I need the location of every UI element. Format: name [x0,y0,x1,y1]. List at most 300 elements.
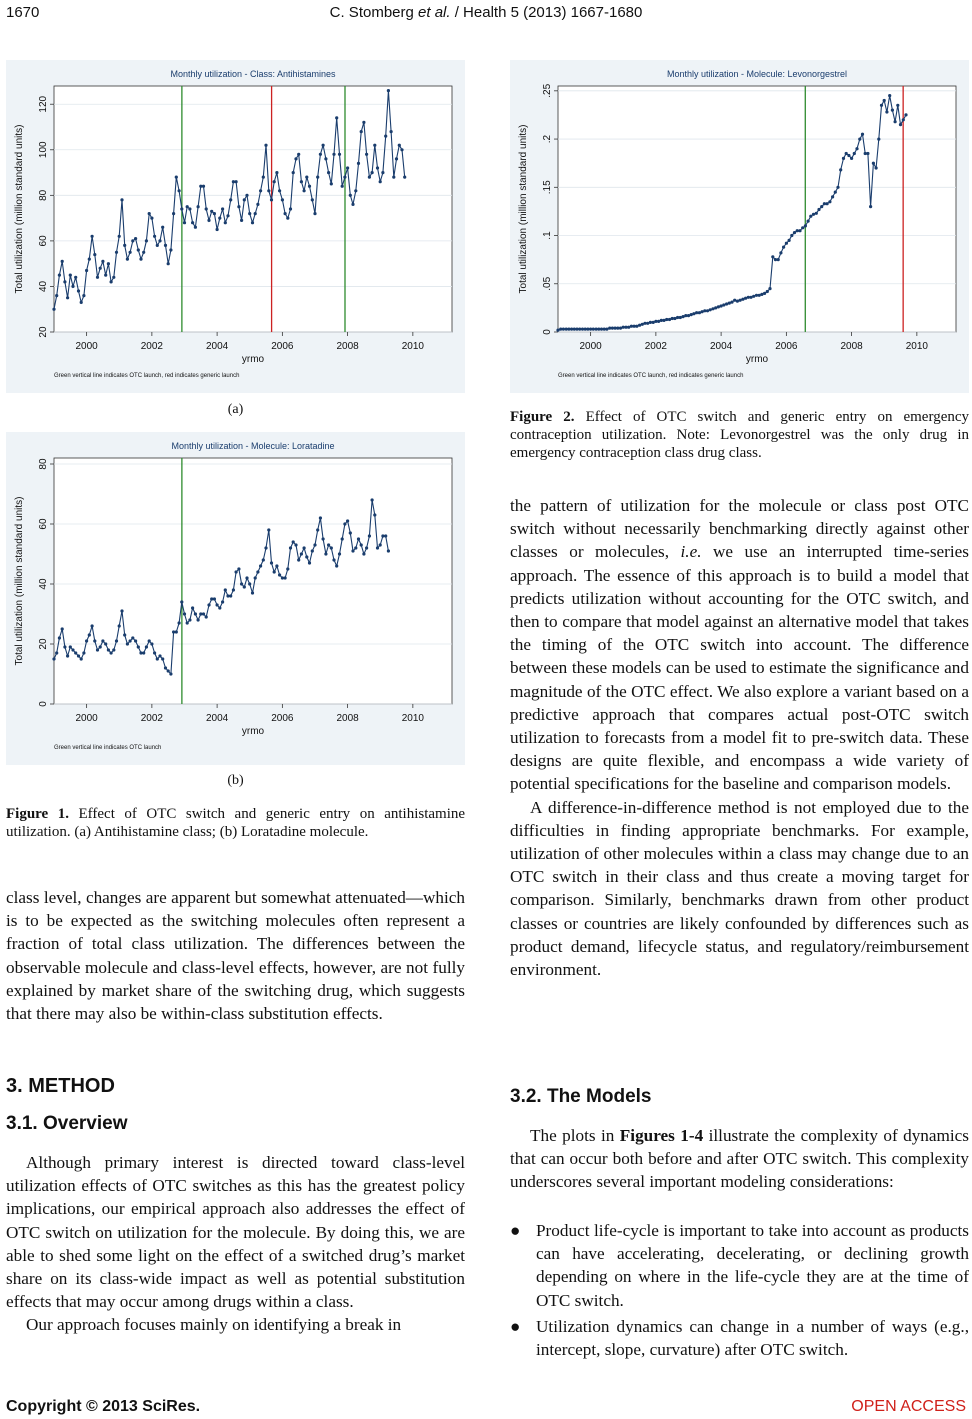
chart-note: Green vertical line indicates OTC launch, red indicates generic launch [54,373,240,379]
data-point [324,157,327,160]
data-point [118,624,121,627]
data-point [254,576,257,579]
data-point [332,153,335,156]
data-point [831,195,834,198]
figure-2-caption [510,408,969,462]
data-point [69,274,72,277]
figure-1b [6,432,465,765]
y-tick-label: 0 [38,701,49,707]
data-point [376,546,379,549]
data-point [126,642,129,645]
right-para-3 [510,1124,969,1194]
data-point [112,648,115,651]
data-point [153,235,156,238]
chart-fig2 [510,60,969,393]
data-point [93,253,96,256]
data-point [71,285,74,288]
data-point [237,205,240,208]
section-3-2-heading: 3.2. The Models [510,1086,652,1107]
data-point [178,189,181,192]
data-point [91,624,94,627]
x-tick-label: 2000 [75,341,98,352]
data-point [52,657,55,660]
data-point [875,166,878,169]
running-head-citation: / Health 5 (2013) 1667-1680 [454,4,643,21]
data-point [267,189,270,192]
data-point [351,549,354,552]
data-point [894,120,897,123]
data-point [815,212,818,215]
data-point [148,212,151,215]
data-point [278,189,281,192]
data-point [384,534,387,537]
right-para-1-a: the pattern of utilization for the molecule or class post OTC switch without necessarily benchmarking directly against other classes or molecules, [510,496,969,562]
data-point [270,198,273,201]
right-column-body [510,494,969,981]
data-point [120,198,123,201]
chart-title: Monthly utilization - Class: Antihistamines [170,69,336,79]
bullet-dot-icon: ● [510,1221,521,1240]
data-point [80,301,83,304]
data-point [842,157,845,160]
data-point [178,621,181,624]
x-tick-label: 2010 [401,341,424,352]
data-point [112,276,115,279]
data-point [224,588,227,591]
data-point [82,651,85,654]
y-tick-label: 40 [38,280,49,293]
data-point [376,166,379,169]
data-point [145,239,148,242]
data-point [771,255,774,258]
data-point [55,294,58,297]
data-point [264,546,267,549]
data-point [107,262,110,265]
data-point [115,639,118,642]
data-point [221,207,224,210]
data-point [885,110,888,113]
data-point [188,207,191,210]
data-point [289,546,292,549]
plot-area [54,458,452,704]
plot-area [54,86,452,332]
data-point [286,567,289,570]
data-point [292,540,295,543]
data-point [902,118,905,121]
data-point [300,180,303,183]
data-point [313,543,316,546]
chart-title: Monthly utilization - Molecule: Loratadine [171,441,335,451]
data-point [197,205,200,208]
figure-1a-label: (a) [227,402,244,417]
data-point [281,198,284,201]
data-point [695,311,698,314]
data-point [768,287,771,290]
left-column-para-1 [6,886,465,1025]
data-point [66,296,69,299]
data-point [839,168,842,171]
data-point [232,588,235,591]
data-point [679,316,682,319]
data-point [139,258,142,261]
data-point [877,138,880,141]
bullet-item-2 [510,1315,969,1363]
data-point [330,182,333,185]
figure-1b-label: (b) [227,773,244,788]
data-point [357,162,360,165]
data-point [289,207,292,210]
data-point [137,645,140,648]
data-point [134,639,137,642]
data-point [85,269,88,272]
x-tick-label: 2006 [271,341,294,352]
data-point [904,113,907,116]
data-point [186,205,189,208]
data-point [88,258,91,261]
data-point [866,152,869,155]
data-point [845,152,848,155]
y-tick-label: 60 [38,235,49,247]
data-point [240,582,243,585]
data-point [153,651,156,654]
bullet-item-1 [510,1219,969,1313]
data-point [297,153,300,156]
data-point [251,591,254,594]
data-point [52,308,55,311]
data-point [349,194,352,197]
data-point [202,185,205,188]
chart-fig1a [6,60,465,393]
data-point [77,654,80,657]
x-tick-label: 2008 [840,341,863,352]
data-point [400,148,403,151]
data-point [66,654,69,657]
y-tick-label: .25 [542,83,553,98]
data-point [251,221,254,224]
data-point [330,546,333,549]
x-tick-label: 2004 [205,713,229,724]
data-point [338,552,341,555]
data-point [807,220,810,223]
data-point [175,630,178,633]
data-point [104,274,107,277]
data-point [847,154,850,157]
data-point [338,153,341,156]
x-axis-label: yrmo [745,354,769,365]
data-point [766,290,769,293]
bullet-1-text: Product life-cycle is important to take into account as products can have accelerating, decelerating, or declining growth depending on where in the life-cycle they are at the time of OTC switch. [536,1221,969,1310]
data-point [341,537,344,540]
data-point [142,251,145,254]
data-point [346,166,349,169]
data-point [373,513,376,516]
right-para-3-a: The plots in [530,1126,620,1145]
data-point [379,543,382,546]
data-point [99,267,102,270]
section-3-1-heading: 3.1. Overview [6,1113,128,1134]
x-tick-label: 2006 [271,713,294,724]
data-point [752,295,755,298]
data-point [722,303,725,306]
data-point [322,537,325,540]
running-head-authors: C. Stomberg [329,4,414,21]
data-point [592,328,595,331]
data-point [888,94,891,97]
data-point [790,234,793,237]
data-point [164,244,167,247]
running-head-et-al: et al. [418,4,451,21]
data-point [221,600,224,603]
data-point [63,645,66,648]
data-point [150,642,153,645]
data-point [205,207,208,210]
y-tick-label: 0 [542,329,553,335]
right-column-para-3 [510,1124,969,1194]
data-point [245,194,248,197]
data-point [69,645,72,648]
y-tick-label: 120 [38,95,49,113]
data-point [142,651,145,654]
data-point [665,318,668,321]
x-tick-label: 2008 [336,341,359,352]
y-axis-label: Total utilization (million standard units) [518,124,529,294]
data-point [820,205,823,208]
data-point [202,612,205,615]
left-para-3-text: Our approach focuses mainly on identifying a break in [26,1315,402,1335]
data-point [739,299,742,302]
data-point [354,546,357,549]
figure-1-caption-text: Effect of OTC switch and generic entry on antihistamine utilization. (a) Antihistamine class; (b) Loratadine molecule. [6,806,466,840]
data-point [186,621,189,624]
data-point [243,198,246,201]
data-point [77,289,80,292]
left-para-2-text: Although primary interest is directed toward class-level utilization effects of OTC switches as this has the greatest policy implications, our empirical approach also addresses the effect of OTC switch on utilization for the molecule. By doing this, we are able to shed some light on the effect of a switched drug’s market share on its class-wide impact as well as potential substitution effects that may occur among drugs within a class. [6,1153,465,1312]
data-point [259,564,262,567]
data-point [379,180,382,183]
data-point [316,528,319,531]
data-point [145,645,148,648]
data-point [605,328,608,331]
data-point [150,217,153,220]
data-point [101,260,104,263]
data-point [292,171,295,174]
data-point [313,212,316,215]
x-tick-label: 2002 [140,713,163,724]
data-point [777,258,780,261]
data-point [88,633,91,636]
data-point [812,213,815,216]
data-point [229,594,232,597]
data-point [362,121,365,124]
data-point [235,180,238,183]
data-point [61,627,64,630]
data-point [782,246,785,249]
section-3-heading: 3. METHOD [6,1075,115,1097]
data-point [205,615,208,618]
data-point [836,186,839,189]
figure-2-caption-label: Figure 2. [510,409,575,425]
data-point [156,244,159,247]
data-point [763,292,766,295]
footer-open-access: OPEN ACCESS [851,1398,966,1415]
data-point [273,180,276,183]
running-head [0,4,972,21]
y-tick-label: 40 [38,578,49,590]
data-point [883,99,886,102]
x-tick-label: 2000 [75,713,98,724]
data-point [248,582,251,585]
data-point [118,235,121,238]
data-point [381,534,384,537]
data-point [332,558,335,561]
x-tick-label: 2002 [140,341,163,352]
data-point [91,235,94,238]
data-point [788,239,791,242]
data-point [188,618,191,621]
data-point [649,321,652,324]
x-tick-label: 2002 [644,341,667,352]
data-point [167,262,170,265]
right-para-1 [510,494,969,796]
data-point [273,570,276,573]
figure-2-caption-text: Effect of OTC switch and generic entry on emergency contraception utilization. Note: Levonorgestrel was the only drug in emergency contraception class drug class. [510,409,970,461]
data-point [341,185,344,188]
data-point [891,109,894,112]
data-point [398,144,401,147]
data-point [256,203,259,206]
data-point [224,221,227,224]
data-point [801,226,804,229]
data-point [311,198,314,201]
bullet-dot-icon: ● [510,1317,521,1336]
data-point [798,229,801,232]
data-point [834,191,837,194]
data-point [107,648,110,651]
data-point [175,176,178,179]
data-point [392,176,395,179]
data-point [259,189,262,192]
data-point [58,274,61,277]
figure-1a [6,60,465,393]
data-point [96,276,99,279]
data-point [809,215,812,218]
data-point [284,212,287,215]
data-point [216,603,219,606]
data-point [61,260,64,263]
data-point [120,609,123,612]
data-point [622,326,625,329]
data-point [96,648,99,651]
data-point [855,147,858,150]
data-point [180,207,183,210]
data-point [324,552,327,555]
data-point [254,212,257,215]
data-point [194,612,197,615]
data-point [327,171,330,174]
data-point [216,228,219,231]
data-point [164,666,167,669]
data-point [167,669,170,672]
data-point [322,144,325,147]
data-point [303,546,306,549]
y-tick-label: 20 [38,638,49,650]
data-point [99,645,102,648]
data-point [373,144,376,147]
data-point [104,642,107,645]
data-point [131,636,134,639]
data-point [294,543,297,546]
data-point [365,546,368,549]
left-column-para-2 [6,1151,465,1337]
data-point [354,189,357,192]
data-point [371,498,374,501]
data-point [85,639,88,642]
data-point [284,576,287,579]
data-point [191,221,194,224]
data-point [853,152,856,155]
data-point [308,561,311,564]
data-point [390,130,393,133]
chart-title: Monthly utilization - Molecule: Levonorgestrel [666,69,848,79]
data-point [365,153,368,156]
data-point [80,657,83,660]
data-point [207,603,210,606]
data-point [169,672,172,675]
data-point [270,561,273,564]
data-point [311,549,314,552]
figure-2 [510,60,969,393]
data-point [286,217,289,220]
data-point [308,185,311,188]
data-point [796,229,799,232]
y-axis-label: Total utilization (million standard units) [14,496,25,666]
data-point [351,203,354,206]
data-point [74,276,77,279]
x-tick-label: 2010 [905,341,928,352]
data-point [93,639,96,642]
data-point [210,210,213,213]
data-point [343,522,346,525]
data-point [137,248,140,251]
data-point [235,570,238,573]
y-tick-label: 100 [38,141,49,159]
y-tick-label: .1 [542,231,553,240]
data-point [110,280,113,283]
data-point [131,239,134,242]
data-point [880,104,883,107]
x-tick-label: 2010 [401,713,424,724]
data-point [303,189,306,192]
data-point [300,552,303,555]
data-point [346,519,349,522]
data-point [218,606,221,609]
data-point [319,516,322,519]
footer-copyright: Copyright © 2013 SciRes. [6,1398,201,1415]
data-point [161,226,164,229]
data-point [207,219,210,222]
y-tick-label: .2 [542,134,553,144]
bullet-2-text: Utilization dynamics can change in a number of ways (e.g., intercept, slope, curvature) after OTC switch. [536,1317,969,1360]
chart-fig1b [6,432,465,765]
data-point [335,564,338,567]
data-point [635,325,638,328]
data-point [243,585,246,588]
data-point [183,612,186,615]
right-para-3-b: illustrate the complexity of dynamics that can occur both before and after OTC switch. This complexity underscores several important modeling considerations: [510,1126,969,1192]
figure-1-caption [6,805,465,841]
data-point [129,639,132,642]
data-point [316,176,319,179]
